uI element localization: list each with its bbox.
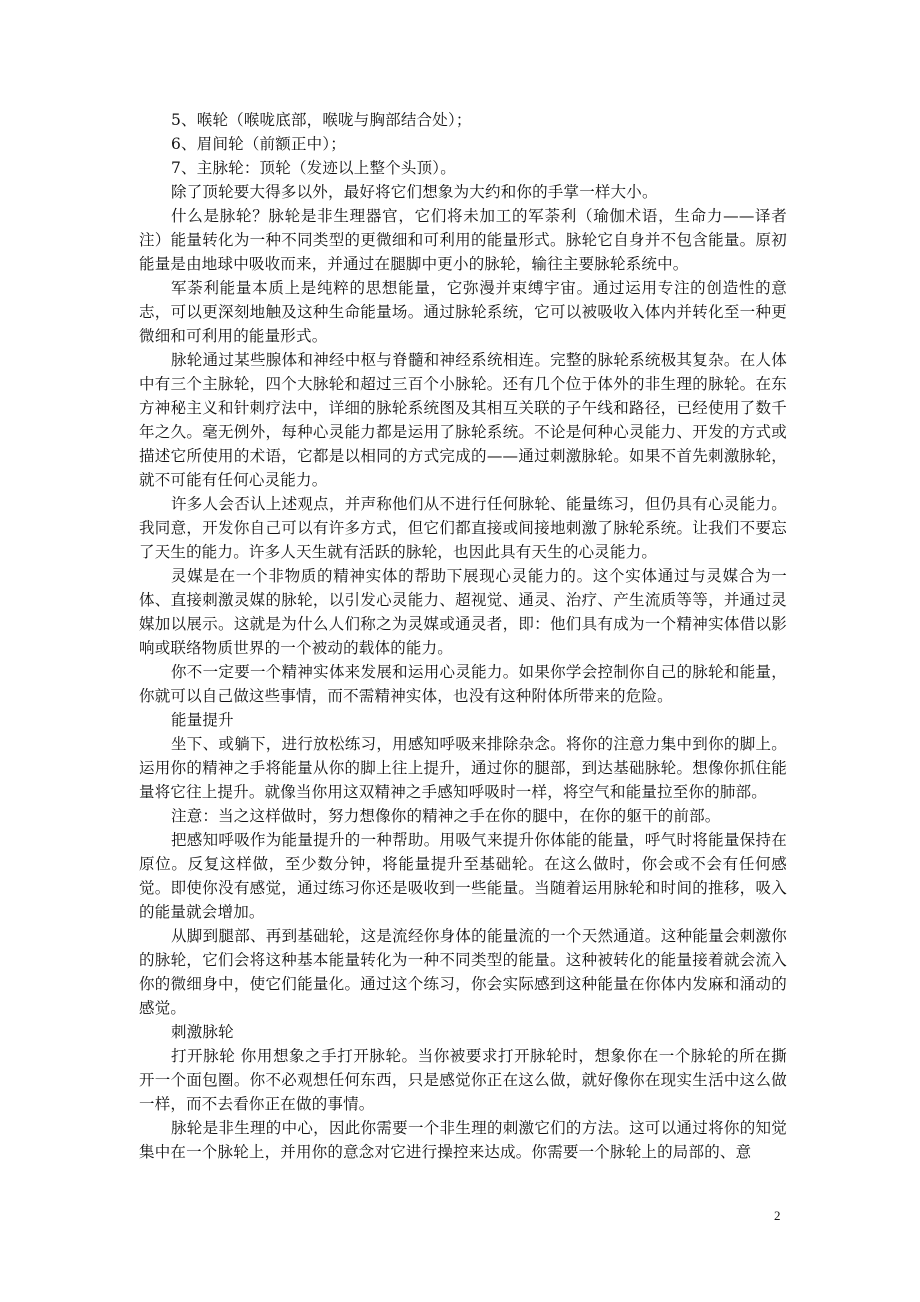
- list-item-throat-chakra: 5、喉轮（喉咙底部，喉咙与胸部结合处）；: [171, 111, 472, 129]
- document-body: [139, 108, 787, 1164]
- paragraph: 许多人会否认上述观点，并声称他们从不进行任何脉轮、能量练习，但仍具有心灵能力。我同意，开发你自己可以有许多方式，但它们都直接或间接地刺激了脉轮系统。让我们不要忘了天生的能力。许多人天生就有活跃的脉轮，也因此具有天生的心灵能力。: [139, 495, 787, 561]
- list-item-brow-chakra: 6、眉间轮（前额正中）；: [171, 135, 347, 153]
- section-heading-energy-lifting: 能量提升: [171, 711, 234, 729]
- paragraph: 从脚到腿部、再到基础轮，这是流经你身体的能量流的一个天然通道。这种能量会刺激你的脉轮，它们会将这种基本能量转化为一种不同类型的能量。这种被转化的能量接着就会流入你的微细身中，使它们能量化。通过这个练习，你会实际感到这种能量在你体内发麻和涌动的感觉。: [139, 927, 787, 1017]
- paragraph: 军荼利能量本质上是纯粹的思想能量，它弥漫并束缚宇宙。通过运用专注的创造性的意志，可以更深刻地触及这种生命能量场。通过脉轮系统，它可以被吸收入体内并转化至一种更微细和可利用的能量形式。: [139, 279, 787, 345]
- paragraph: 脉轮是非生理的中心，因此你需要一个非生理的刺激它们的方法。这可以通过将你的知觉集中在一个脉轮上，并用你的意念对它进行操控来达成。你需要一个脉轮上的局部的、意: [139, 1119, 787, 1161]
- paragraph: 注意：当之这样做时，努力想像你的精神之手在你的腿中，在你的躯干的前部。: [171, 807, 721, 825]
- paragraph: 灵媒是在一个非物质的精神实体的帮助下展现心灵能力的。这个实体通过与灵媒合为一体、直接刺激灵媒的脉轮，以引发心灵能力、超视觉、通灵、治疗、产生流质等等，并通过灵媒加以展示。这就是为什么人们称之为灵媒或通灵者，即：他们具有成为一个精神实体借以影响或联络物质世界的一个被动的载体的能力。: [139, 567, 787, 657]
- paragraph: 脉轮通过某些腺体和神经中枢与脊髓和神经系统相连。完整的脉轮系统极其复杂。在人体中有三个主脉轮，四个大脉轮和超过三百个小脉轮。还有几个位于体外的非生理的脉轮。在东方神秘主义和针刺疗法中，详细的脉轮系统图及其相互关联的子午线和路径，已经使用了数千年之久。毫无例外，每种心灵能力都是运用了脉轮系统。不论是何种心灵能力、开发的方式或描述它所使用的术语，它都是以相同的方式完成的——通过刺激脉轮。如果不首先刺激脉轮，就不可能有任何心灵能力。: [139, 351, 787, 489]
- paragraph: 打开脉轮 你用想象之手打开脉轮。当你被要求打开脉轮时，想象你在一个脉轮的所在撕开一个面包圈。你不必观想任何东西，只是感觉你正在这么做，就好像你在现实生活中这么做一样，而不去看你正在做的事情。: [139, 1047, 787, 1113]
- paragraph: 你不一定要一个精神实体来发展和运用心灵能力。如果你学会控制你自己的脉轮和能量，你就可以自己做这些事情，而不需精神实体，也没有这种附体所带来的危险。: [139, 663, 787, 705]
- section-heading-stimulate-chakras: 刺激脉轮: [171, 1023, 234, 1041]
- paragraph: 把感知呼吸作为能量提升的一种帮助。用吸气来提升你体能的能量，呼气时将能量保持在原位。反复这样做，至少数分钟，将能量提升至基础轮。在这么做时，你会或不会有任何感觉。即使你没有感觉，通过练习你还是吸收到一些能量。当随着运用脉轮和时间的推移，吸入的能量就会增加。: [139, 831, 787, 921]
- paragraph: 除了顶轮要大得多以外，最好将它们想象为大约和你的手掌一样大小。: [171, 183, 658, 201]
- list-item-crown-chakra: 7、主脉轮：顶轮（发迹以上整个头顶）。: [171, 159, 456, 177]
- paragraph: 什么是脉轮？脉轮是非生理器官，它们将未加工的军荼利（瑜伽术语，生命力——译者注）能量转化为一种不同类型的更微细和可利用的能量形式。脉轮它自身并不包含能量。原初能量是由地球中吸收而来，并通过在腿脚中更小的脉轮，输往主要脉轮系统中。: [139, 207, 787, 273]
- paragraph: 坐下、或躺下，进行放松练习，用感知呼吸来排除杂念。将你的注意力集中到你的脚上。运用你的精神之手将能量从你的脚上往上提升，通过你的腿部，到达基础脉轮。想像你抓住能量将它往上提升。就像当你用这双精神之手感知呼吸时一样，将空气和能量拉至你的肺部。: [139, 735, 787, 801]
- page-number: 2: [774, 1208, 781, 1223]
